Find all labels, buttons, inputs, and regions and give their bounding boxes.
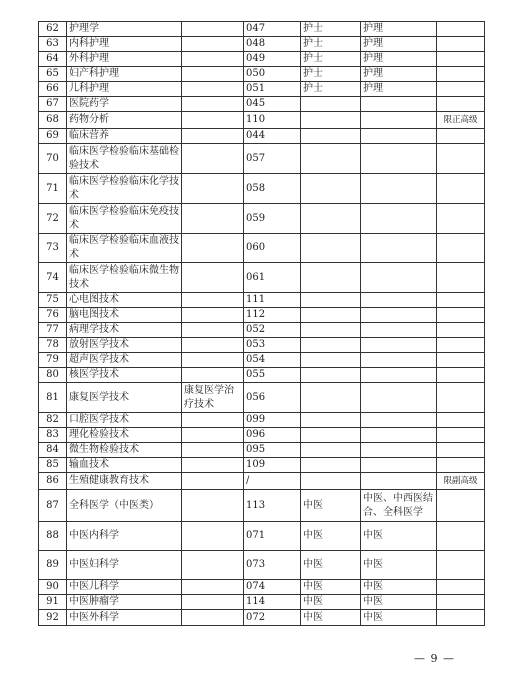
category-cell [301,428,361,443]
scope-cell [361,204,437,234]
table-row [39,595,485,610]
specialty-name-cell: 心电图技术 [67,293,182,308]
scope-cell [361,338,437,353]
direction-cell [182,293,244,308]
row-number-cell: 90 [39,580,67,595]
exam-code-cell: 055 [244,368,301,383]
row-number-cell: 82 [39,413,67,428]
row-number-cell: 68 [39,112,67,129]
specialty-name-cell: 全科医学（中医类） [67,490,182,522]
table-row [39,580,485,595]
category-cell: 护士 [301,52,361,67]
note-cell [437,293,485,308]
row-number-cell: 84 [39,443,67,458]
direction-cell [182,490,244,522]
table-row [39,428,485,443]
category-cell [301,97,361,112]
exam-code-cell: / [244,473,301,490]
category-cell: 中医 [301,490,361,522]
scope-cell [361,144,437,174]
category-cell [301,129,361,144]
specialty-table-body [39,22,485,626]
note-cell [437,234,485,263]
specialty-name-cell: 放射医学技术 [67,338,182,353]
direction-cell [182,144,244,174]
specialty-name-cell: 核医学技术 [67,368,182,383]
exam-code-cell: 109 [244,458,301,473]
category-cell: 中医 [301,595,361,610]
row-number-cell: 70 [39,144,67,174]
note-cell [437,82,485,97]
table-row [39,353,485,368]
category-cell: 中医 [301,551,361,580]
row-number-cell: 89 [39,551,67,580]
category-cell [301,338,361,353]
table-row [39,97,485,112]
table-row [39,263,485,293]
category-cell [301,263,361,293]
direction-cell [182,473,244,490]
direction-cell [182,353,244,368]
exam-code-cell: 073 [244,551,301,580]
category-cell: 中医 [301,580,361,595]
category-cell [301,353,361,368]
specialty-name-cell: 临床医学检验临床微生物技术 [67,263,182,293]
specialty-table [38,21,485,626]
row-number-cell: 81 [39,383,67,413]
specialty-name-cell: 临床营养 [67,129,182,144]
row-number-cell: 74 [39,263,67,293]
note-cell [437,22,485,37]
specialty-name-cell: 输血技术 [67,458,182,473]
table-row [39,144,485,174]
scope-cell [361,473,437,490]
category-cell [301,413,361,428]
exam-code-cell: 074 [244,580,301,595]
row-number-cell: 75 [39,293,67,308]
row-number-cell: 88 [39,522,67,551]
scope-cell [361,263,437,293]
direction-cell [182,338,244,353]
note-cell [437,610,485,626]
category-cell [301,204,361,234]
category-cell [301,383,361,413]
category-cell [301,458,361,473]
table-row [39,610,485,626]
direction-cell [182,323,244,338]
table-row [39,52,485,67]
exam-code-cell: 060 [244,234,301,263]
direction-cell [182,308,244,323]
direction-cell [182,174,244,204]
scope-cell [361,413,437,428]
category-cell: 护士 [301,82,361,97]
specialty-name-cell: 临床医学检验临床血液技术 [67,234,182,263]
exam-code-cell: 113 [244,490,301,522]
table-row [39,204,485,234]
row-number-cell: 62 [39,22,67,37]
category-cell: 中医 [301,610,361,626]
note-cell [437,308,485,323]
scope-cell [361,97,437,112]
direction-cell [182,97,244,112]
specialty-name-cell: 临床医学检验临床基础检验技术 [67,144,182,174]
row-number-cell: 69 [39,129,67,144]
exam-code-cell: 050 [244,67,301,82]
note-cell [437,67,485,82]
row-number-cell: 64 [39,52,67,67]
row-number-cell: 78 [39,338,67,353]
exam-code-cell: 053 [244,338,301,353]
direction-cell [182,112,244,129]
category-cell [301,308,361,323]
scope-cell [361,293,437,308]
specialty-name-cell: 微生物检验技术 [67,443,182,458]
exam-code-cell: 099 [244,413,301,428]
specialty-name-cell: 脑电图技术 [67,308,182,323]
specialty-name-cell: 中医外科学 [67,610,182,626]
note-cell [437,458,485,473]
scope-cell [361,428,437,443]
exam-code-cell: 112 [244,308,301,323]
exam-code-cell: 095 [244,443,301,458]
specialty-name-cell: 临床医学检验临床免疫技术 [67,204,182,234]
direction-cell [182,37,244,52]
scope-cell [361,458,437,473]
page-number: — 9 — [414,652,455,665]
note-cell [437,595,485,610]
direction-cell [182,82,244,97]
direction-cell [182,234,244,263]
exam-code-cell: 054 [244,353,301,368]
category-cell [301,368,361,383]
scope-cell [361,308,437,323]
exam-code-cell: 111 [244,293,301,308]
direction-cell [182,263,244,293]
category-cell [301,174,361,204]
exam-code-cell: 096 [244,428,301,443]
direction-cell [182,458,244,473]
scope-cell [361,174,437,204]
scope-cell [361,368,437,383]
table-row [39,67,485,82]
table-row [39,129,485,144]
specialty-name-cell: 超声医学技术 [67,353,182,368]
specialty-name-cell: 康复医学技术 [67,383,182,413]
note-cell [437,551,485,580]
row-number-cell: 80 [39,368,67,383]
note-cell [437,129,485,144]
scope-cell [361,323,437,338]
category-cell [301,323,361,338]
table-row [39,82,485,97]
category-cell [301,112,361,129]
row-number-cell: 86 [39,473,67,490]
note-cell [437,97,485,112]
exam-code-cell: 052 [244,323,301,338]
direction-cell [182,52,244,67]
row-number-cell: 67 [39,97,67,112]
table-row [39,234,485,263]
direction-cell: 康复医学治疗技术 [182,383,244,413]
exam-code-cell: 061 [244,263,301,293]
note-cell [437,413,485,428]
row-number-cell: 77 [39,323,67,338]
scope-cell: 护理 [361,67,437,82]
table-row [39,413,485,428]
scope-cell: 护理 [361,37,437,52]
specialty-name-cell: 生殖健康教育技术 [67,473,182,490]
direction-cell [182,22,244,37]
table-row [39,22,485,37]
table-row [39,112,485,129]
scope-cell: 中医 [361,522,437,551]
scope-cell [361,443,437,458]
exam-code-cell: 072 [244,610,301,626]
scope-cell: 中医 [361,580,437,595]
direction-cell [182,522,244,551]
specialty-name-cell: 妇产科护理 [67,67,182,82]
note-cell [437,52,485,67]
exam-code-cell: 051 [244,82,301,97]
table-row [39,174,485,204]
specialty-name-cell: 外科护理 [67,52,182,67]
note-cell [437,368,485,383]
specialty-name-cell: 中医儿科学 [67,580,182,595]
exam-code-cell: 044 [244,129,301,144]
specialty-name-cell: 中医内科学 [67,522,182,551]
specialty-name-cell: 中医肿瘤学 [67,595,182,610]
direction-cell [182,551,244,580]
scope-cell [361,112,437,129]
direction-cell [182,413,244,428]
direction-cell [182,428,244,443]
table-row [39,37,485,52]
table-row [39,308,485,323]
exam-code-cell: 056 [244,383,301,413]
category-cell [301,293,361,308]
exam-code-cell: 058 [244,174,301,204]
specialty-name-cell: 医院药学 [67,97,182,112]
specialty-name-cell: 药物分析 [67,112,182,129]
scope-cell: 护理 [361,82,437,97]
table-row [39,522,485,551]
specialty-name-cell: 口腔医学技术 [67,413,182,428]
specialty-name-cell: 护理学 [67,22,182,37]
direction-cell [182,595,244,610]
exam-code-cell: 059 [244,204,301,234]
note-cell [437,428,485,443]
row-number-cell: 72 [39,204,67,234]
direction-cell [182,129,244,144]
row-number-cell: 76 [39,308,67,323]
specialty-name-cell: 儿科护理 [67,82,182,97]
note-cell [437,522,485,551]
note-cell [437,383,485,413]
scope-cell: 中医、中西医结合、全科医学 [361,490,437,522]
category-cell: 中医 [301,522,361,551]
table-row [39,443,485,458]
exam-code-cell: 049 [244,52,301,67]
specialty-name-cell: 理化检验技术 [67,428,182,443]
category-cell [301,234,361,263]
note-cell: 限正高级 [437,112,485,129]
table-row [39,383,485,413]
scope-cell: 护理 [361,22,437,37]
table-row [39,293,485,308]
exam-code-cell: 057 [244,144,301,174]
row-number-cell: 91 [39,595,67,610]
category-cell [301,144,361,174]
note-cell [437,353,485,368]
scope-cell [361,129,437,144]
note-cell [437,263,485,293]
table-row [39,551,485,580]
note-cell [437,174,485,204]
exam-code-cell: 114 [244,595,301,610]
direction-cell [182,443,244,458]
category-cell: 护士 [301,67,361,82]
row-number-cell: 73 [39,234,67,263]
exam-code-cell: 048 [244,37,301,52]
specialty-name-cell: 内科护理 [67,37,182,52]
scope-cell [361,234,437,263]
note-cell [437,580,485,595]
row-number-cell: 92 [39,610,67,626]
row-number-cell: 65 [39,67,67,82]
specialty-name-cell: 病理学技术 [67,323,182,338]
row-number-cell: 87 [39,490,67,522]
scope-cell: 中医 [361,610,437,626]
category-cell: 护士 [301,22,361,37]
specialty-name-cell: 临床医学检验临床化学技术 [67,174,182,204]
direction-cell [182,67,244,82]
exam-code-cell: 071 [244,522,301,551]
direction-cell [182,368,244,383]
row-number-cell: 63 [39,37,67,52]
table-row [39,323,485,338]
category-cell [301,443,361,458]
note-cell [437,323,485,338]
direction-cell [182,610,244,626]
exam-code-cell: 047 [244,22,301,37]
scope-cell: 护理 [361,52,437,67]
row-number-cell: 79 [39,353,67,368]
exam-code-cell: 110 [244,112,301,129]
note-cell [437,490,485,522]
table-row [39,473,485,490]
scope-cell [361,353,437,368]
table-row [39,368,485,383]
direction-cell [182,580,244,595]
exam-code-cell: 045 [244,97,301,112]
row-number-cell: 83 [39,428,67,443]
note-cell [437,204,485,234]
note-cell [437,338,485,353]
row-number-cell: 66 [39,82,67,97]
specialty-name-cell: 中医妇科学 [67,551,182,580]
note-cell [437,37,485,52]
scope-cell: 中医 [361,551,437,580]
table-row [39,490,485,522]
category-cell: 护士 [301,37,361,52]
note-cell [437,144,485,174]
row-number-cell: 85 [39,458,67,473]
scope-cell [361,383,437,413]
category-cell [301,473,361,490]
scope-cell: 中医 [361,595,437,610]
note-cell: 限副高级 [437,473,485,490]
direction-cell [182,204,244,234]
row-number-cell: 71 [39,174,67,204]
table-row [39,458,485,473]
table-row [39,338,485,353]
note-cell [437,443,485,458]
